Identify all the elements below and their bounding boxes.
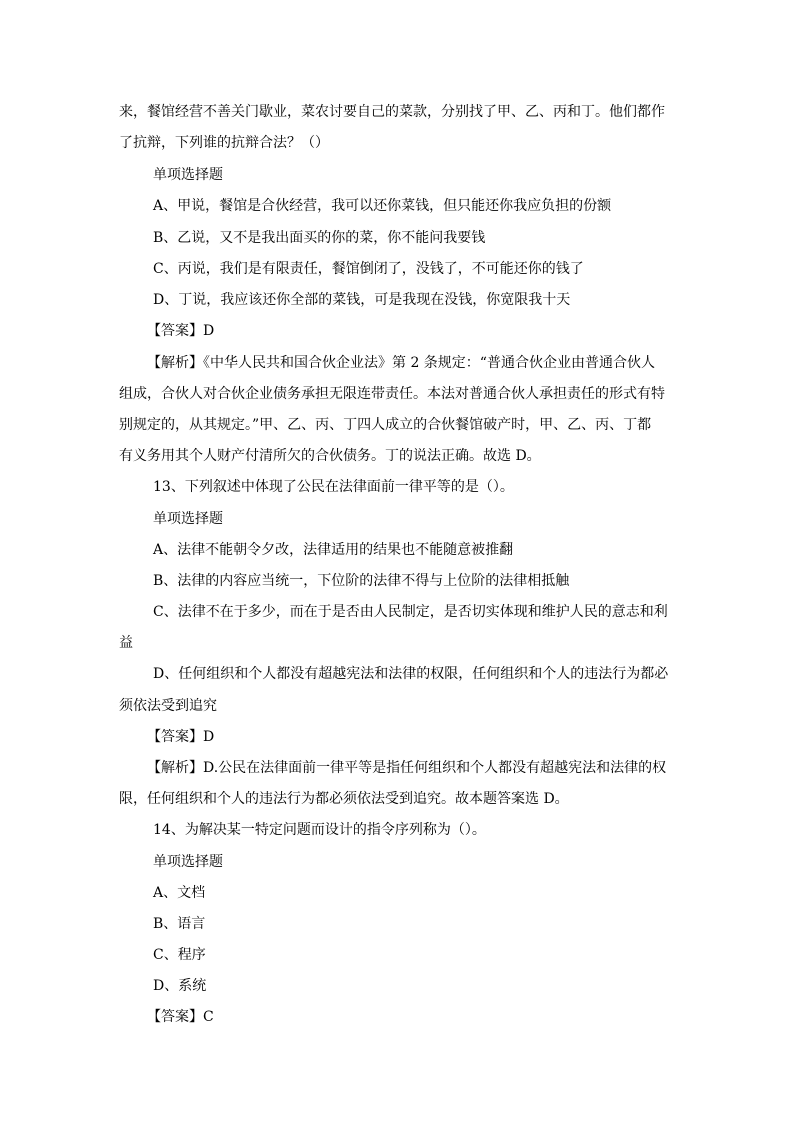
option-d: D、任何组织和个人都没有超越宪法和法律的权限，任何组织和个人的违法行为都必 bbox=[153, 666, 669, 682]
option-d-continued: 须依法受到追究 bbox=[119, 698, 217, 714]
analysis-text: 限，任何组织和个人的违法行为都必须依法受到追究。故本题答案选 D。 bbox=[119, 791, 569, 807]
answer-label: 【答案】C bbox=[147, 1009, 214, 1025]
analysis-text: 【解析】D.公民在法律面前一律平等是指任何组织和个人都没有超越宪法和法律的权 bbox=[147, 760, 667, 776]
analysis-text: 别规定的，从其规定。”甲、乙、丙、丁四人成立的合伙餐馆破产时，甲、乙、丙、丁都 bbox=[119, 417, 652, 433]
option-c: C、程序 bbox=[153, 947, 206, 963]
option-d: D、系统 bbox=[153, 978, 207, 994]
option-a: A、文档 bbox=[153, 885, 206, 901]
text-line: 来，餐馆经营不善关门歇业，菜农讨要自己的菜款，分别找了甲、乙、丙和丁。他们都作 bbox=[119, 104, 665, 120]
question-13: 13、下列叙述中体现了公民在法律面前一律平等的是（）。 bbox=[153, 479, 514, 495]
text-line: 了抗辩，下列谁的抗辩合法？（） bbox=[119, 135, 329, 151]
answer-label: 【答案】D bbox=[147, 729, 215, 745]
question-14: 14、为解决某一特定问题而设计的指令序列称为（）。 bbox=[153, 822, 486, 838]
option-b: B、乙说，又不是我出面买的你的菜，你不能问我要钱 bbox=[153, 230, 486, 246]
option-c-continued: 益 bbox=[119, 635, 133, 651]
answer-label: 【答案】D bbox=[147, 323, 215, 339]
analysis-text: 有义务用其个人财产付清所欠的合伙债务。丁的说法正确。故选 D。 bbox=[119, 448, 541, 464]
option-d: D、丁说，我应该还你全部的菜钱，可是我现在没钱，你宽限我十天 bbox=[153, 292, 571, 308]
option-a: A、法律不能朝令夕改，法律适用的结果也不能随意被推翻 bbox=[153, 542, 514, 558]
analysis-text: 组成，合伙人对合伙企业债务承担无限连带责任。本法对普通合伙人承担责任的形式有特 bbox=[119, 386, 665, 402]
option-c: C、法律不在于多少，而在于是否由人民制定，是否切实体现和维护人民的意志和利 bbox=[153, 604, 668, 620]
option-b: B、语言 bbox=[153, 916, 206, 932]
option-c: C、丙说，我们是有限责任，餐馆倒闭了，没钱了，不可能还你的钱了 bbox=[153, 261, 584, 277]
option-a: A、甲说，餐馆是合伙经营，我可以还你菜钱，但只能还你我应负担的份额 bbox=[153, 198, 612, 214]
question-type-label: 单项选择题 bbox=[153, 854, 223, 870]
question-type-label: 单项选择题 bbox=[153, 167, 223, 183]
option-b: B、法律的内容应当统一，下位阶的法律不得与上位阶的法律相抵触 bbox=[153, 573, 570, 589]
analysis-text: 【解析】《中华人民共和国合伙企业法》第 2 条规定：“普通合伙企业由普通合伙人 bbox=[147, 355, 655, 371]
question-type-label: 单项选择题 bbox=[153, 511, 223, 527]
